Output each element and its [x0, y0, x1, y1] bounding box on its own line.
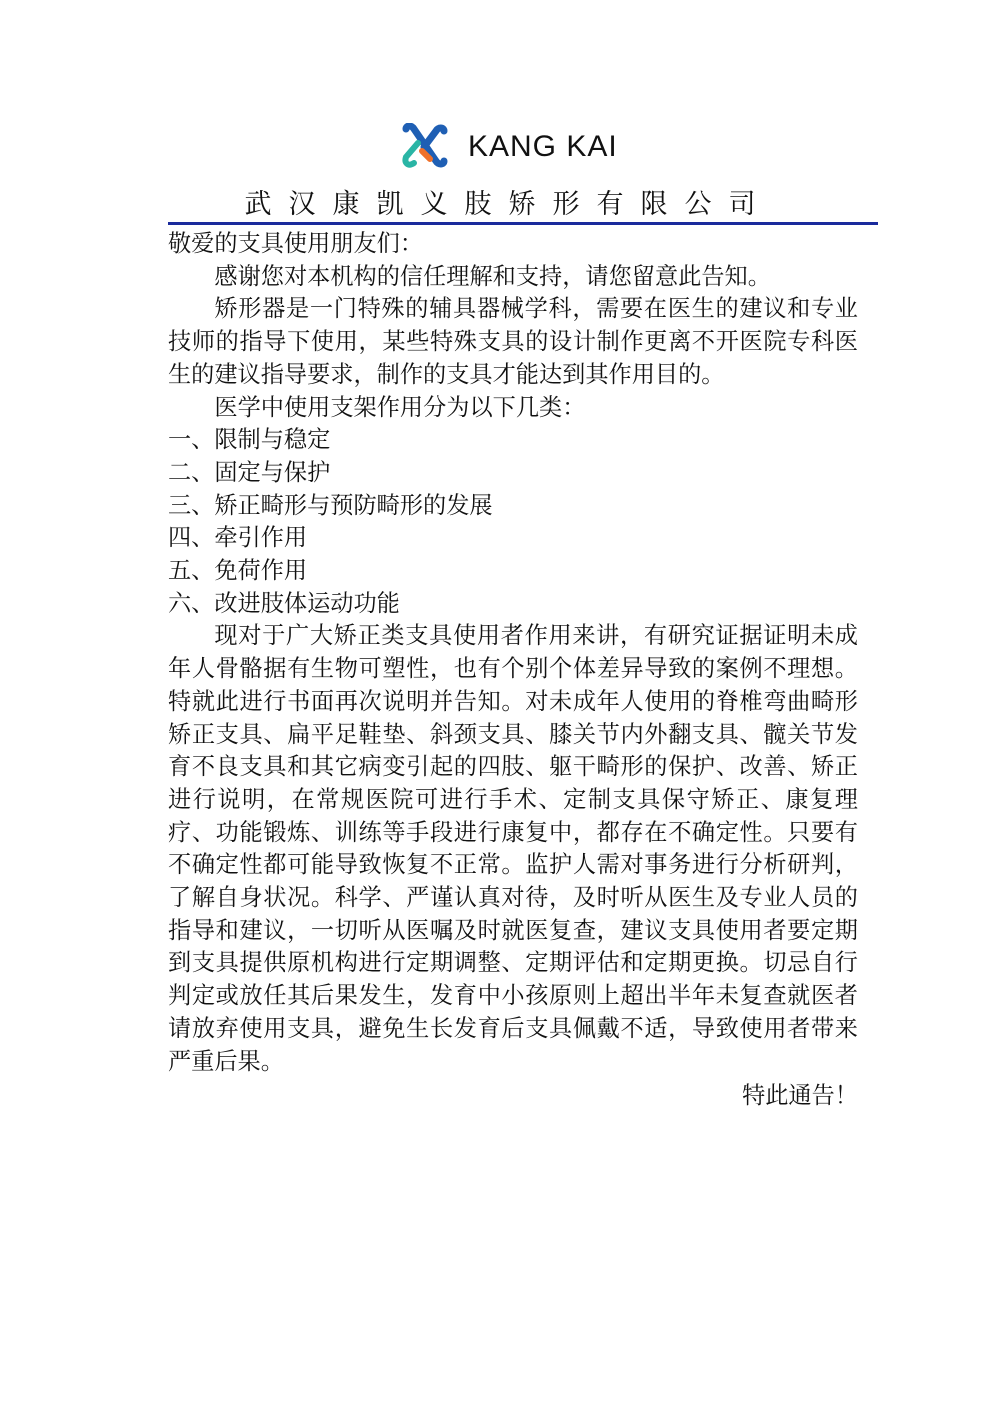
list-item: 五、免荷作用: [168, 557, 308, 585]
paragraph-thanks: 感谢您对本机构的信任理解和支持，请您留意此告知。: [214, 262, 771, 290]
paragraph-notice: 现对于广大矫正类支具使用者作用来讲，有研究证据证明未成年人骨骼据有生物可塑性，也有个别个体差异导致的案例不理想。特就此进行书面再次说明并告知。对未成年人使用的脊椎弯曲畸形矫正支具、扁平足鞋垫、斜颈支具、膝关节内外翻支具、髋关节发育不良支具和其它病变引起的四肢、躯干畸形的保护、改善、矫正进行说明，在常规医院可进行手术、定制支具保守矫正、康复理疗、功能锻炼、训练等手段进行康复中，都存在不确定性。只要有不确定性都可能导致恢复不正常。监护人需对事务进行分析研判，了解自身状况。科学、严谨认真对待，及时听从医生及专业人员的指导和建议，一切听从医嘱及时就医复查，建议支具使用者要定期到支具提供原机构进行定期调整、定期评估和定期更换。切忌自行判定或放任其后果发生，发育中小孩原则上超出半年未复查就医者请放弃使用支具，避免生长发育后支具佩戴不适，导致使用者带来严重后果。: [168, 622, 858, 1075]
logo-row: [400, 122, 618, 172]
paragraph-categories-intro: 医学中使用支架作用分为以下几类：: [214, 393, 586, 421]
list-item: 二、固定与保护: [168, 458, 331, 486]
brand-name: KANG KAI: [468, 130, 618, 163]
letter-body: [168, 228, 858, 1113]
list-item: 六、改进肢体运动功能: [168, 589, 400, 617]
header-divider: [168, 222, 878, 225]
letterhead: [0, 0, 1000, 230]
list-item: 一、限制与稳定: [168, 426, 331, 454]
company-name: 武汉康凯义肢矫形有限公司: [244, 189, 773, 220]
list-item: 四、牵引作用: [168, 524, 308, 552]
list-item: 三、矫正畸形与预防畸形的发展: [168, 491, 493, 519]
salutation: 敬爱的支具使用朋友们：: [168, 230, 424, 257]
kangkai-logo-icon: [400, 123, 450, 171]
paragraph-orthosis-intro: 矫形器是一门特殊的辅具器械学科，需要在医生的建议和专业技师的指导下使用，某些特殊支具的设计制作更离不开医院专科医生的建议指导要求，制作的支具才能达到其作用目的。: [168, 295, 858, 388]
signoff: 特此通告！: [742, 1082, 858, 1110]
